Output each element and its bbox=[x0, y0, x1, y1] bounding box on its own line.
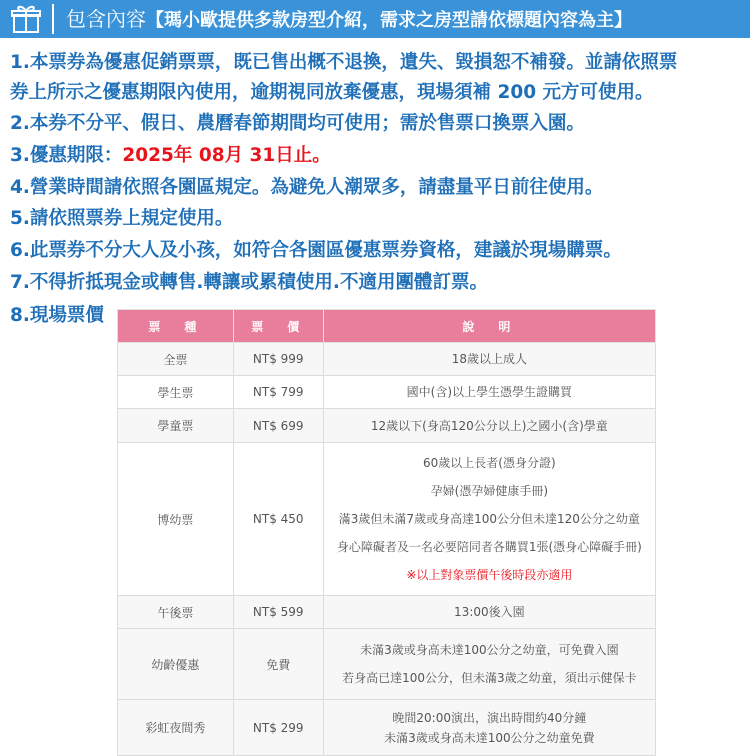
header-divider bbox=[52, 4, 54, 34]
desc-note: ※以上對象票價午後時段亦適用 bbox=[406, 568, 573, 582]
rule-6: 6.此票券不分大人及小孩，如符合各園區優惠票券資格，建議於現場購票。 bbox=[10, 240, 622, 261]
ticket-type: 學生票 bbox=[118, 376, 234, 409]
ticket-price: NT$ 299 bbox=[233, 700, 323, 756]
ticket-desc bbox=[323, 443, 655, 596]
table-row bbox=[118, 629, 656, 700]
rule-5: 5.請依照票券上規定使用。 bbox=[10, 208, 234, 229]
desc-line: 13:00後入園 bbox=[454, 605, 525, 619]
ticket-desc bbox=[323, 629, 655, 700]
desc-line: 未滿3歲或身高未達100公分之幼童免費 bbox=[384, 730, 595, 745]
rule-3-label: 3.優惠期限： bbox=[10, 145, 123, 166]
desc-line: 晚間20:00演出，演出時間約40分鐘 bbox=[392, 710, 587, 725]
rule-4: 4.營業時間請依照各園區規定。為避免人潮眾多，請盡量平日前往使用。 bbox=[10, 177, 604, 198]
ticket-price: NT$ 799 bbox=[233, 376, 323, 409]
ticket-desc bbox=[323, 343, 655, 376]
table-row bbox=[118, 343, 656, 376]
ticket-type: 全票 bbox=[118, 343, 234, 376]
rule-1: 1.本票券為優惠促銷票票，既已售出概不退換，遺失、毀損恕不補發。並請依照票 bbox=[10, 52, 678, 73]
header-title bbox=[66, 7, 632, 33]
deadline-suffix: 。 bbox=[312, 145, 331, 166]
ticket-desc bbox=[323, 700, 655, 756]
ticket-type: 彩虹夜間秀 bbox=[118, 700, 234, 756]
header-ticket-type: 票 種 bbox=[118, 310, 234, 343]
ticket-desc bbox=[323, 596, 655, 629]
header-subtitle: 【瑪小歐提供多款房型介紹，需求之房型請依標題內容為主】 bbox=[146, 10, 632, 31]
rule-8: 8.現場票價 bbox=[10, 305, 104, 326]
deadline-date: 2025年 08月 31日止 bbox=[122, 145, 313, 166]
ticket-type: 博幼票 bbox=[118, 443, 234, 596]
ticket-type: 幼齡優惠 bbox=[118, 629, 234, 700]
desc-line: 12歲以下(身高120公分以上)之國小(含)學童 bbox=[370, 418, 608, 433]
rule-2: 2.本券不分平、假日、農曆春節期間均可使用；需於售票口換票入園。 bbox=[10, 113, 585, 134]
desc-line: 60歲以上長者(憑身分證) bbox=[423, 456, 556, 470]
desc-line: 國中(含)以上學生憑學生證購買 bbox=[406, 385, 573, 399]
table-row bbox=[118, 596, 656, 629]
ticket-price: NT$ 999 bbox=[233, 343, 323, 376]
desc-line: 未滿3歲或身高未達100公分之幼童，可免費入園 bbox=[360, 643, 619, 657]
table-row bbox=[118, 376, 656, 409]
ticket-price: NT$ 450 bbox=[233, 443, 323, 596]
ticket-price: NT$ 699 bbox=[233, 409, 323, 443]
ticket-desc bbox=[323, 409, 655, 443]
ticket-price: 免費 bbox=[233, 629, 323, 700]
rule-3 bbox=[10, 144, 331, 168]
section-header bbox=[0, 0, 750, 38]
table-row bbox=[118, 409, 656, 443]
desc-line: 孕婦(憑孕婦健康手冊) bbox=[430, 484, 549, 498]
gift-icon bbox=[10, 3, 42, 35]
ticket-type: 學童票 bbox=[118, 409, 234, 443]
header-description: 說 明 bbox=[323, 310, 655, 343]
price-table bbox=[117, 309, 656, 756]
ticket-price: NT$ 599 bbox=[233, 596, 323, 629]
ticket-type: 午後票 bbox=[118, 596, 234, 629]
table-row bbox=[118, 443, 656, 596]
desc-line: 身心障礙者及一名必要陪同者各購買1張(憑身心障礙手冊) bbox=[336, 540, 642, 554]
rule-7: 7.不得折抵現金或轉售.轉讓或累積使用.不適用團體訂票。 bbox=[10, 272, 488, 293]
header-title-text: 包含內容 bbox=[66, 7, 146, 31]
header-price: 票 價 bbox=[233, 310, 323, 343]
desc-line: 18歲以上成人 bbox=[451, 352, 527, 366]
table-row bbox=[118, 700, 656, 756]
desc-line: 若身高已達100公分，但未滿3歲之幼童，須出示健保卡 bbox=[342, 671, 637, 685]
desc-line: 滿3歲但未滿7歲或身高達100公分但未達120公分之幼童 bbox=[338, 512, 640, 526]
ticket-desc bbox=[323, 376, 655, 409]
rule-1-cont: 券上所示之優惠期限內使用，逾期視同放棄優惠，現場須補 200 元方可使用。 bbox=[10, 82, 654, 103]
price-table-header-row bbox=[118, 310, 656, 343]
